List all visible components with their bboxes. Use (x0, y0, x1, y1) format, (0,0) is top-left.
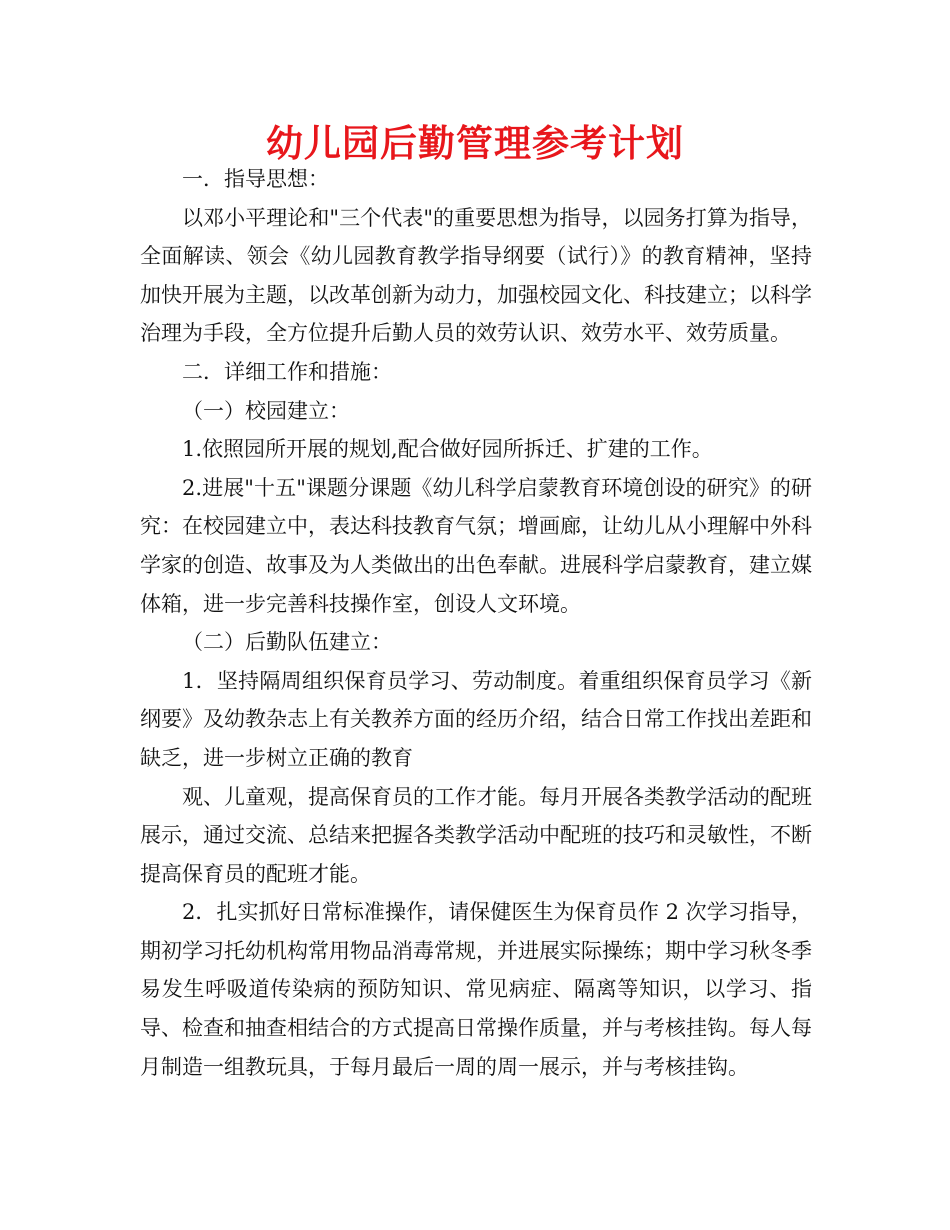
paragraph-campus-item-2: 2.进展"十五"课题分课题《幼儿科学启蒙教育环境创设的研究》的研究：在校园建立中，表达科技教育气氛；增画廊，让幼儿从小理解中外科学家的创造、故事及为人类做出的出色奉献。进展科学启蒙教育，建立媒体箱，进一步完善科技操作室，创设人文环境。 (140, 475, 812, 616)
paragraph-campus-item-1: 1.依照园所开展的规划,配合做好园所拆迁、扩建的工作。 (182, 437, 713, 462)
subheading-logistics-team: （二）后勤队伍建立： (182, 630, 392, 655)
document-body (140, 160, 812, 1086)
paragraph-team-item-1-cont: 观、儿童观，提高保育员的工作才能。每月开展各类教学活动的配班展示，通过交流、总结来把握各类教学活动中配班的技巧和灵敏性，不断提高保育员的配班才能。 (140, 784, 812, 886)
heading-work-measures: 二．详细工作和措施： (182, 359, 392, 384)
paragraph-team-item-1: 1．坚持隔周组织保育员学习、劳动制度。着重组织保育员学习《新纲要》及幼教杂志上有关教养方面的经历介绍，结合日常工作找出差距和缺乏，进一步树立正确的教育 (140, 668, 812, 770)
paragraph-team-item-2: 2．扎实抓好日常标准操作，请保健医生为保育员作 2 次学习指导，期初学习托幼机构常用物品消毒常规，并进展实际操练；期中学习秋冬季易发生呼吸道传染病的预防知识、常见病症、隔离等知识，以学习、指导、检查和抽查相结合的方式提高日常操作质量，并与考核挂钩。每人每月制造一组教玩具，于每月最后一周的周一展示，并与考核挂钩。 (140, 900, 812, 1079)
document-title: 幼儿园后勤管理参考计划 (266, 122, 684, 165)
subheading-campus-building: （一）校园建立： (182, 398, 350, 423)
heading-guiding-ideology: 一．指导思想： (182, 167, 329, 191)
paragraph-guiding-ideology: 以邓小平理论和"三个代表"的重要思想为指导，以园务打算为指导，全面解读、领会《幼儿园教育教学指导纲要（试行）》的教育精神，坚持加快开展为主题，以改革创新为动力，加强校园文化、科技建立；以科学治理为手段，全方位提升后勤人员的效劳认识、效劳水平、效劳质量。 (140, 205, 812, 346)
